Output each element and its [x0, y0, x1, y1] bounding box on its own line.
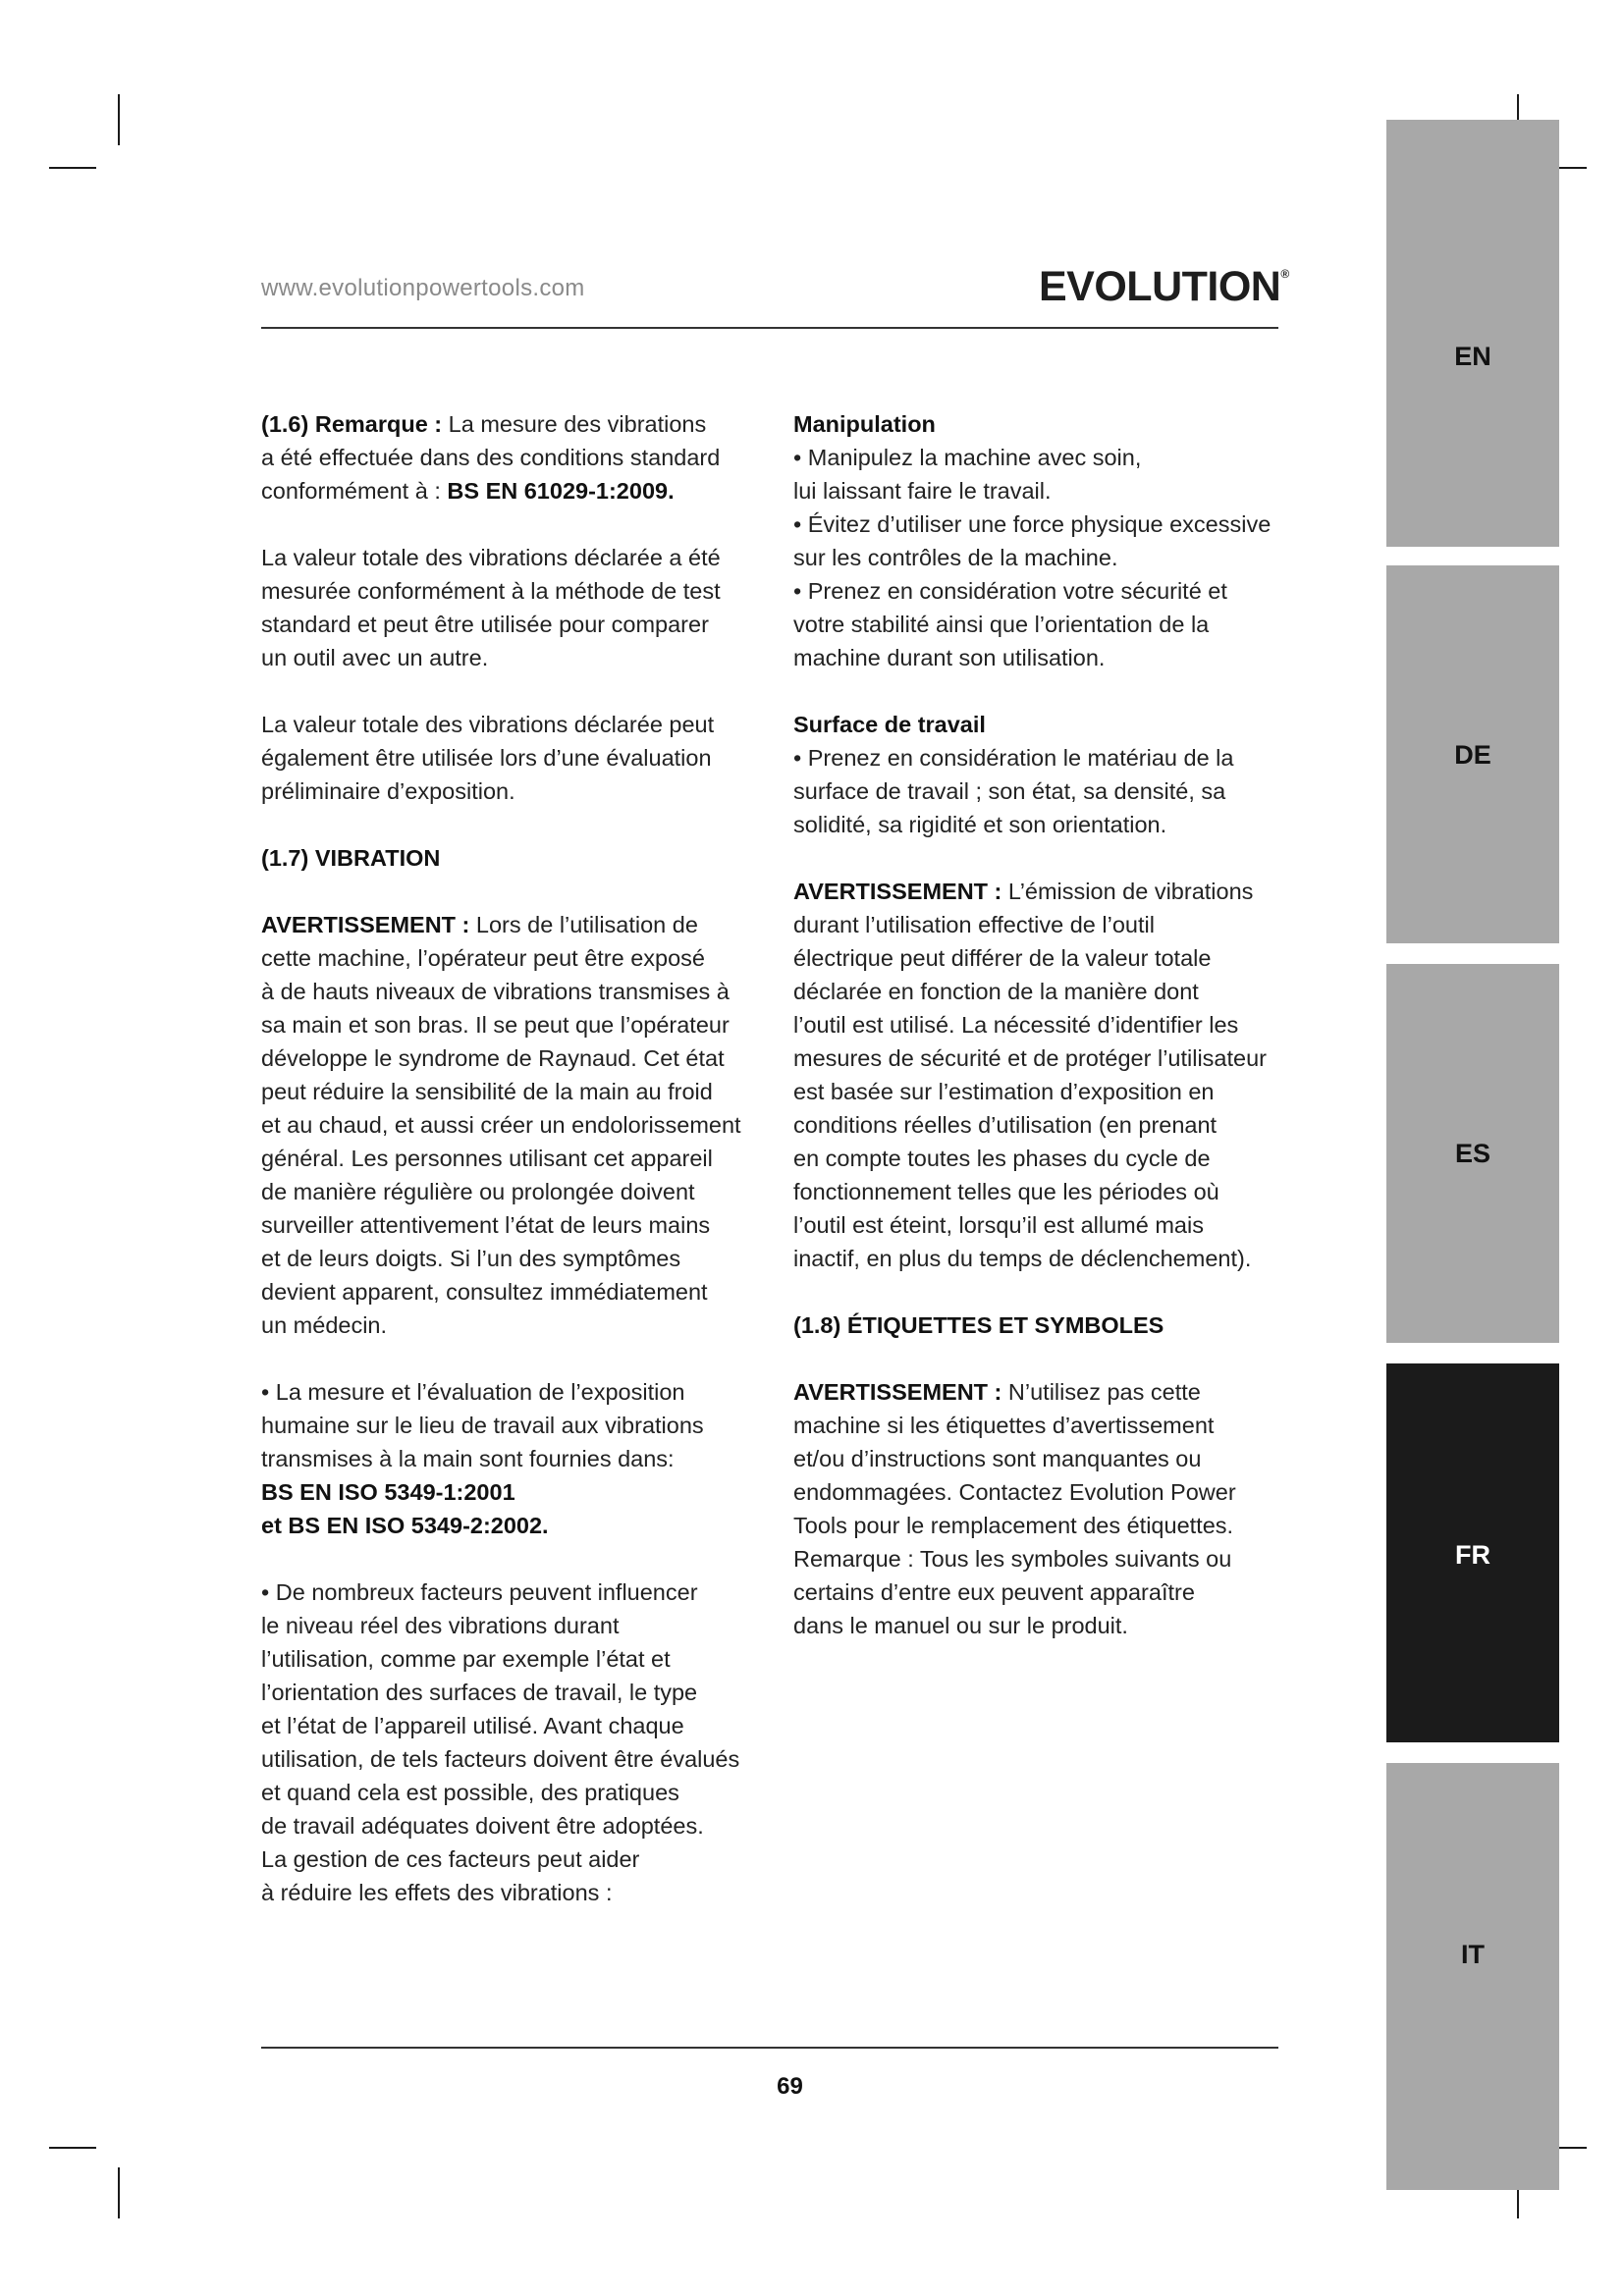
language-tab-en[interactable] — [1386, 120, 1559, 547]
section-work-surface — [793, 708, 1284, 841]
text-line: solidité, sa rigidité et son orientation. — [793, 812, 1167, 837]
text-line: et/ou d’instructions sont manquantes ou — [793, 1446, 1202, 1471]
text-line: machine durant son utilisation. — [793, 645, 1106, 670]
page-number: 69 — [777, 2073, 803, 2100]
text-line: développe le syndrome de Raynaud. Cet état — [261, 1045, 725, 1071]
text-line: • Manipulez la machine avec soin, — [793, 445, 1142, 470]
text-line: surveiller attentivement l’état de leurs mains — [261, 1212, 711, 1238]
warning-label: AVERTISSEMENT : — [793, 1379, 1002, 1405]
text-line: Tools pour le remplacement des étiquettes. — [793, 1513, 1234, 1538]
warning-labels — [793, 1375, 1284, 1642]
text-line: Remarque : Tous les symboles suivants ou — [793, 1546, 1232, 1572]
note-label: (1.6) Remarque : — [261, 411, 443, 437]
text-line: devient apparent, consultez immédiatement — [261, 1279, 708, 1305]
language-tab-it[interactable] — [1386, 1763, 1559, 2190]
tab-label: DE — [1454, 740, 1491, 770]
note-text: a été effectuée dans des conditions standard — [261, 445, 721, 470]
tab-label: EN — [1454, 342, 1491, 371]
section-heading-labels-symbols: (1.8) ÉTIQUETTES ET SYMBOLES — [793, 1312, 1164, 1338]
paragraph-declared-value — [261, 541, 762, 674]
text-line: • Prenez en considération le matériau de la — [793, 745, 1234, 771]
text-line: et au chaud, et aussi créer un endolorissement — [261, 1112, 741, 1138]
text-line: standard et peut être utilisée pour comparer — [261, 612, 709, 637]
subheading-work-surface: Surface de travail — [793, 712, 986, 737]
text-line: Lors de l’utilisation de — [475, 912, 698, 937]
text-line: déclarée en fonction de la manière dont — [793, 979, 1199, 1004]
text-line: de manière régulière ou prolongée doivent — [261, 1179, 695, 1204]
text-line: un outil avec un autre. — [261, 645, 489, 670]
text-line: sur les contrôles de la machine. — [793, 545, 1118, 570]
text-line: et quand cela est possible, des pratiques — [261, 1780, 679, 1805]
text-line: durant l’utilisation effective de l’outil — [793, 912, 1155, 937]
language-tab-de[interactable] — [1386, 565, 1559, 943]
text-line: N’utilisez pas cette — [1007, 1379, 1201, 1405]
language-tab-es[interactable] — [1386, 964, 1559, 1343]
text-line: un médecin. — [261, 1312, 388, 1338]
text-line: surface de travail ; son état, sa densité, sa — [793, 778, 1226, 804]
registered-mark: ® — [1280, 267, 1289, 281]
text-line: l’outil est utilisé. La nécessité d’identifier les — [793, 1012, 1239, 1038]
warning-label: AVERTISSEMENT : — [261, 912, 470, 937]
standard-reference: et BS EN ISO 5349-2:2002. — [261, 1513, 549, 1538]
text-line: L’émission de vibrations — [1007, 879, 1254, 904]
text-line: transmises à la main sont fournies dans: — [261, 1446, 675, 1471]
text-line: sa main et son bras. Il se peut que l’opérateur — [261, 1012, 730, 1038]
text-line: certains d’entre eux peuvent apparaître — [793, 1579, 1195, 1605]
text-line: mesurée conformément à la méthode de test — [261, 578, 721, 604]
bullet-influencing-factors — [261, 1575, 762, 1909]
text-line: La valeur totale des vibrations déclarée peut — [261, 712, 715, 737]
text-line: l’utilisation, comme par exemple l’état et — [261, 1646, 671, 1672]
section-heading-vibration: (1.7) VIBRATION — [261, 845, 441, 871]
bullet-exposure-standards — [261, 1375, 762, 1542]
crop-mark — [118, 94, 120, 145]
text-line: dans le manuel ou sur le produit. — [793, 1613, 1128, 1638]
tab-label: IT — [1461, 1940, 1485, 1969]
standard-reference: BS EN 61029-1:2009. — [447, 478, 675, 504]
text-line: votre stabilité ainsi que l’orientation de la — [793, 612, 1210, 637]
tab-label: ES — [1454, 1139, 1491, 1168]
text-line: lui laissant faire le travail. — [793, 478, 1052, 504]
text-line: • Évitez d’utiliser une force physique excessive — [793, 511, 1272, 537]
text-line: et l’état de l’appareil utilisé. Avant chaque — [261, 1713, 684, 1738]
warning-vibration — [261, 908, 762, 1342]
text-line: humaine sur le lieu de travail aux vibrations — [261, 1413, 704, 1438]
crop-mark — [118, 2167, 120, 2218]
text-line: électrique peut différer de la valeur totale — [793, 945, 1212, 971]
text-line: mesures de sécurité et de protéger l’utilisateur — [793, 1045, 1267, 1071]
text-line: en compte toutes les phases du cycle de — [793, 1146, 1211, 1171]
section-manipulation — [793, 407, 1284, 674]
footer-rule — [261, 2047, 1278, 2049]
standard-reference: BS EN ISO 5349-1:2001 — [261, 1479, 515, 1505]
paragraph-exposure-assessment — [261, 708, 762, 808]
text-line: conditions réelles d’utilisation (en prenant — [793, 1112, 1218, 1138]
note-vibration-measurement — [261, 407, 762, 507]
subheading-manipulation: Manipulation — [793, 411, 936, 437]
website-url: www.evolutionpowertools.com — [261, 275, 585, 301]
text-line: utilisation, de tels facteurs doivent être évalués — [261, 1746, 740, 1772]
text-line: • De nombreux facteurs peuvent influencer — [261, 1579, 698, 1605]
text-line: est basée sur l’estimation d’exposition en — [793, 1079, 1215, 1104]
text-line: l’outil est éteint, lorsqu’il est allumé mais — [793, 1212, 1204, 1238]
note-text: conformément à : — [261, 478, 441, 504]
text-line: peut réduire la sensibilité de la main au froid — [261, 1079, 713, 1104]
brand-name: EVOLUTION — [1039, 263, 1281, 310]
language-tab-fr[interactable] — [1386, 1363, 1559, 1742]
text-line: le niveau réel des vibrations durant — [261, 1613, 620, 1638]
right-column — [793, 407, 1284, 1676]
crop-mark — [49, 167, 96, 169]
crop-mark — [49, 2147, 96, 2149]
left-column — [261, 407, 762, 1943]
tab-label: FR — [1455, 1540, 1490, 1570]
text-line: cette machine, l’opérateur peut être exposé — [261, 945, 705, 971]
text-line: La gestion de ces facteurs peut aider — [261, 1846, 640, 1872]
text-line: à de hauts niveaux de vibrations transmises à — [261, 979, 730, 1004]
text-line: inactif, en plus du temps de déclenchement). — [793, 1246, 1252, 1271]
brand-logo — [1039, 263, 1289, 311]
text-line: à réduire les effets des vibrations : — [261, 1880, 613, 1905]
warning-vibration-emission — [793, 875, 1284, 1275]
text-line: endommagées. Contactez Evolution Power — [793, 1479, 1236, 1505]
text-line: La valeur totale des vibrations déclarée a été — [261, 545, 721, 570]
note-text: La mesure des vibrations — [448, 411, 707, 437]
text-line: préliminaire d’exposition. — [261, 778, 515, 804]
text-line: également être utilisée lors d’une évaluation — [261, 745, 712, 771]
text-line: machine si les étiquettes d’avertissement — [793, 1413, 1215, 1438]
warning-label: AVERTISSEMENT : — [793, 879, 1002, 904]
text-line: l’orientation des surfaces de travail, le type — [261, 1680, 698, 1705]
text-line: et de leurs doigts. Si l’un des symptômes — [261, 1246, 681, 1271]
text-line: • La mesure et l’évaluation de l’exposition — [261, 1379, 685, 1405]
text-line: de travail adéquates doivent être adoptées. — [261, 1813, 704, 1839]
text-line: fonctionnement telles que les périodes où — [793, 1179, 1219, 1204]
header-rule — [261, 327, 1278, 329]
text-line: • Prenez en considération votre sécurité et — [793, 578, 1227, 604]
text-line: général. Les personnes utilisant cet appareil — [261, 1146, 713, 1171]
